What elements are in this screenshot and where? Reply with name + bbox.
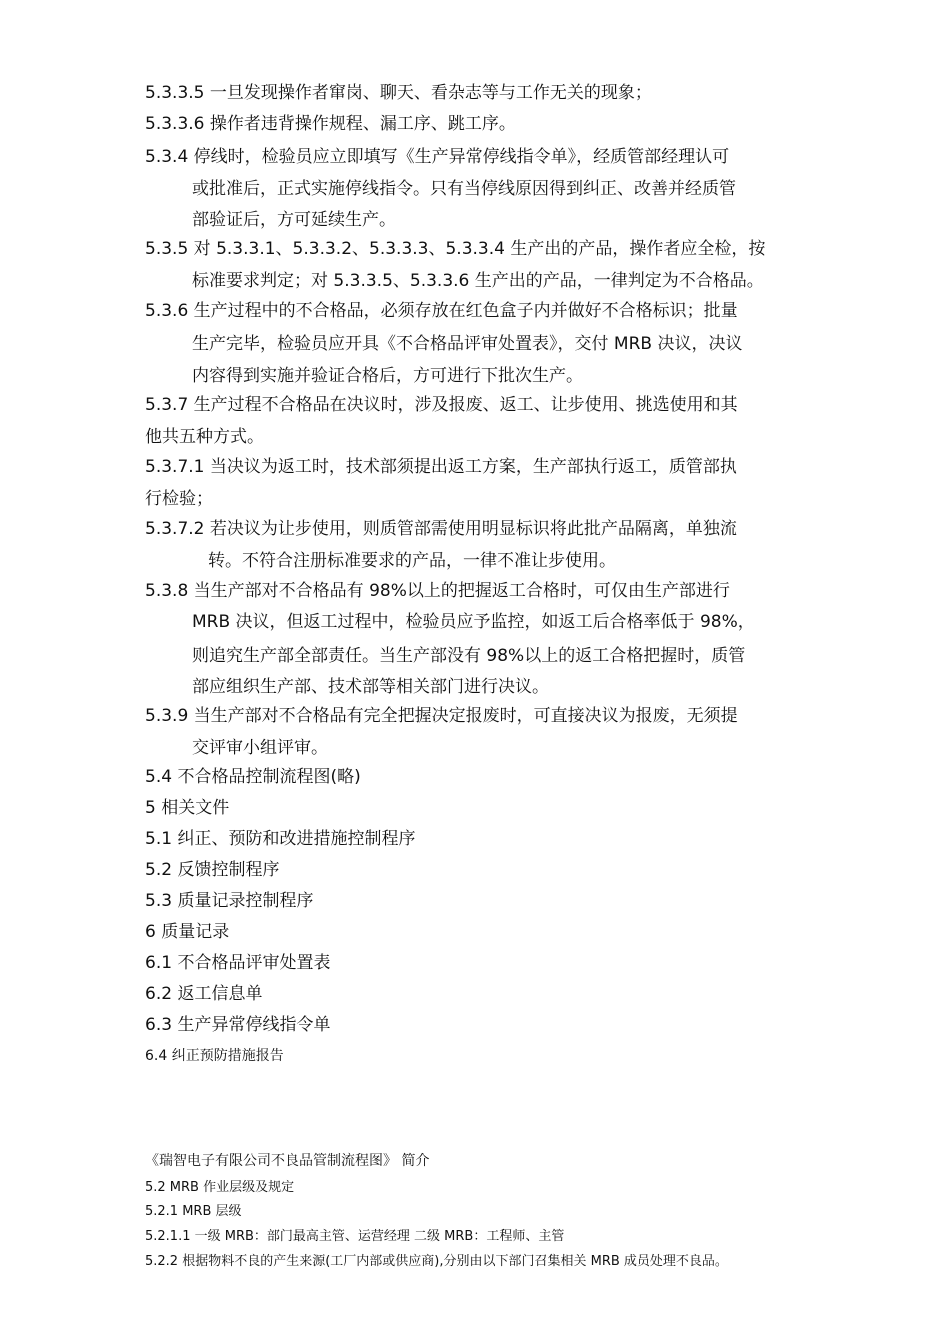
related-doc-5-3: 5.3 质量记录控制程序 <box>145 891 314 911</box>
clause-5-2-mrb-levels: 5.2 MRB 作业层级及规定 <box>145 1180 295 1195</box>
clause-5-3-7-cont: 他共五种方式。 <box>145 427 264 447</box>
section-5-related-docs: 5 相关文件 <box>145 798 230 818</box>
clause-5-3-4-cont-2: 部验证后，方可延续生产。 <box>192 210 396 230</box>
clause-5-3-7-1-cont: 行检验； <box>145 489 213 509</box>
quality-record-6-4: 6.4 纠正预防措施报告 <box>145 1048 284 1064</box>
quality-record-6-3: 6.3 生产异常停线指令单 <box>145 1015 331 1035</box>
clause-5-3-7-2-cont: 转。不符合注册标准要求的产品，一律不准让步使用。 <box>208 551 616 571</box>
clause-5-2-2: 5.2.2 根据物料不良的产生来源(工厂内部或供应商),分别由以下部门召集相关 MRB 成员处理不良品。 <box>145 1254 728 1269</box>
clause-5-3-5: 5.3.5 对 5.3.3.1、5.3.3.2、5.3.3.3、5.3.3.4 生产出的产品，操作者应全检，按 <box>145 239 766 259</box>
clause-5-3-8: 5.3.8 当生产部对不合格品有 98%以上的把握返工合格时，可仅由生产部进行 <box>145 581 730 601</box>
clause-5-3-6-cont-1: 生产完毕，检验员应开具《不合格品评审处置表》，交付 MRB 决议，决议 <box>192 334 743 354</box>
clause-5-3-9: 5.3.9 当生产部对不合格品有完全把握决定报废时，可直接决议为报废，无须提 <box>145 706 738 726</box>
clause-5-3-8-cont-1: MRB 决议，但返工过程中，检验员应予监控，如返工后合格率低于 98%， <box>192 612 755 632</box>
clause-5-3-5-cont: 标准要求判定；对 5.3.3.5、5.3.3.6 生产出的产品，一律判定为不合格品。 <box>192 271 764 291</box>
clause-5-4: 5.4 不合格品控制流程图(略) <box>145 767 361 787</box>
clause-5-3-7-2: 5.3.7.2 若决议为让步使用，则质管部需使用明显标识将此批产品隔离，单独流 <box>145 519 737 539</box>
clause-5-3-6-cont-2: 内容得到实施并验证合格后，方可进行下批次生产。 <box>192 366 583 386</box>
clause-5-2-1: 5.2.1 MRB 层级 <box>145 1204 242 1219</box>
clause-5-3-8-cont-2: 则追究生产部全部责任。当生产部没有 98%以上的返工合格把握时，质管 <box>192 646 746 666</box>
flowchart-intro-title: 《瑞智电子有限公司不良品管制流程图》 简介 <box>145 1153 430 1169</box>
clause-5-3-3-5: 5.3.3.5 一旦发现操作者窜岗、聊天、看杂志等与工作无关的现象； <box>145 83 652 103</box>
clause-5-3-8-cont-3: 部应组织生产部、技术部等相关部门进行决议。 <box>192 677 549 697</box>
clause-5-2-1-1: 5.2.1.1 一级 MRB：部门最高主管、运营经理 二级 MRB：工程师、主管 <box>145 1229 565 1244</box>
quality-record-6-2: 6.2 返工信息单 <box>145 984 263 1004</box>
related-doc-5-2: 5.2 反馈控制程序 <box>145 860 280 880</box>
clause-5-3-9-cont: 交评审小组评审。 <box>192 738 328 758</box>
clause-5-3-6: 5.3.6 生产过程中的不合格品，必须存放在红色盒子内并做好不合格标识；批量 <box>145 301 738 321</box>
clause-5-3-4: 5.3.4 停线时，检验员应立即填写《生产异常停线指令单》，经质管部经理认可 <box>145 147 730 167</box>
clause-5-3-3-6: 5.3.3.6 操作者违背操作规程、漏工序、跳工序。 <box>145 114 516 134</box>
clause-5-3-4-cont-1: 或批准后，正式实施停线指令。只有当停线原因得到纠正、改善并经质管 <box>192 179 736 199</box>
quality-record-6-1: 6.1 不合格品评审处置表 <box>145 953 331 973</box>
related-doc-5-1: 5.1 纠正、预防和改进措施控制程序 <box>145 829 416 849</box>
clause-5-3-7-1: 5.3.7.1 当决议为返工时，技术部须提出返工方案，生产部执行返工，质管部执 <box>145 457 737 477</box>
section-6-quality-records: 6 质量记录 <box>145 922 230 942</box>
clause-5-3-7: 5.3.7 生产过程不合格品在决议时，涉及报废、返工、让步使用、挑选使用和其 <box>145 395 738 415</box>
